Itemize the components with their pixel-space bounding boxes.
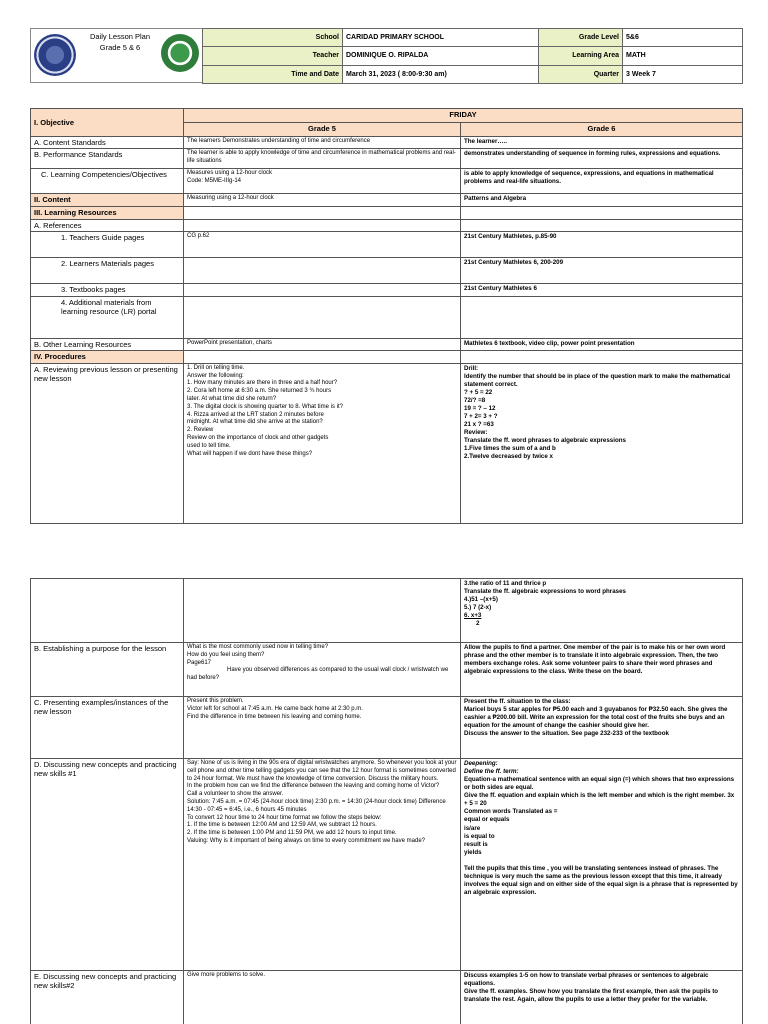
grade6-cell: Drill: Identify the number that should be in place of the question mark to make the mathematical statement correct. ? + 5 = 22 72/? =8 19 = ? – 12 7 + 2= 3 + ? 21 x ? =63 Review: Translate the ff. word phrases to algebraic expressions 1.Five times the sum of a and b 2.Twelve decreased by twice x (461, 363, 743, 523)
learners-materials-row (31, 258, 743, 284)
row-label: A. Reviewing previous lesson or presenting new lesson (31, 363, 184, 523)
row-label: C. Presenting examples/instances of the new lesson (31, 697, 184, 759)
row-label: B. Performance Standards (31, 149, 184, 169)
resources-heading: III. Learning Resources (31, 207, 184, 220)
lesson-plan-table-page1 (30, 108, 743, 524)
performance-standards-row (31, 149, 743, 169)
grade6-cell: 21st Century Mathletes 6 (461, 284, 743, 296)
grade6-cell: 21st Century Mathletes, p.85-90 (461, 232, 743, 258)
lesson-plan-table-page2 (30, 578, 743, 1024)
quarter-label: Quarter (538, 65, 623, 84)
grade5-cell: CG p.62 (184, 232, 461, 258)
content-row (31, 194, 743, 207)
grade5-cell: 1. Drill on telling time. Answer the following: 1. How many minutes are there in three and a half hour? 2. Cora left home at 6:30 a.m. She returned 3 ¾ hours later. At what time did she return? 3. The digital clock is showing quarter to 8. What time is it? 4. Rizza arrived at the LRT station 2 minutes before midnight. At what time did she arrive at the station? 2. Review Review on the importance of clock and other gadgets used to tell time. What will happen if we dont have these things? (184, 363, 461, 523)
references-heading: A. References (31, 219, 184, 231)
grade5-cell: What is the most commonly used now in telling time? How do you feel using them? Page617 Have you observed differences as compared to the usual wall clock / wristwatch we had before? (184, 643, 461, 697)
grade6-heading: Grade 6 (461, 123, 743, 137)
presenting-row (31, 697, 743, 759)
grade5-cell: Measures using a 12-hour clock Code: M5ME-IIIg-14 (184, 169, 461, 194)
procedures-heading: IV. Procedures (31, 351, 184, 364)
grade6-cell: 3.the ratio of 11 and thrice p Translate the ff. algebraic expressions to word phrases 4.)51 –(x+5) 5.) 7 (2-x) 6. x+3 2 (461, 579, 743, 643)
grade6-cell: Patterns and Algebra (461, 194, 743, 207)
grade5-cell: The learner is able to apply knowledge of time and circumference in mathematical problems and real-life situations (184, 149, 461, 169)
objective-heading: I. Objective (31, 109, 184, 137)
header-title: Daily Lesson Plan Grade 5 & 6 (89, 32, 151, 52)
time-date-label: Time and Date (202, 65, 343, 84)
discussing1-row (31, 759, 743, 971)
competencies-row (31, 169, 743, 194)
grade5-cell: PowerPoint presentation, charts (184, 338, 461, 350)
grade-level-value: 5&6 (622, 28, 743, 47)
grade5-cell: Give more problems to solve. (184, 971, 461, 1024)
row-label: A. Content Standards (31, 137, 184, 149)
time-date-value: March 31, 2023 ( 8:00-9:30 am) (342, 65, 539, 84)
school-value: CARIDAD PRIMARY SCHOOL (342, 28, 539, 47)
grade6-cell: The learner….. (461, 137, 743, 149)
other-resources-row (31, 338, 743, 350)
grade6-cell: demonstrates understanding of sequence in forming rules, expressions and equations. (461, 149, 743, 169)
row-label: E. Discussing new concepts and practicing new skills#2 (31, 971, 184, 1024)
row-label: 3. Textbooks pages (31, 284, 184, 296)
row-label: 1. Teachers Guide pages (31, 232, 184, 258)
learning-area-value: MATH (622, 46, 743, 65)
lesson-plan-header (30, 28, 742, 83)
review-row (31, 363, 743, 523)
grade5-cell: Measuring using a 12-hour clock (184, 194, 461, 207)
header-info-grid (202, 28, 742, 83)
day-heading: FRIDAY (184, 109, 743, 123)
row-label: B. Establishing a purpose for the lesson (31, 643, 184, 697)
teacher-value: DOMINIQUE O. RIPALDA (342, 46, 539, 65)
textbooks-row (31, 284, 743, 296)
header-title-block (30, 28, 202, 83)
row-label: D. Discussing new concepts and practicing new skills #1 (31, 759, 184, 971)
grade6-cell: Discuss examples 1-5 on how to translate verbal phrases or sentences to algebraic equations. Give the ff. examples. Show how you translate the first example, then ask the pupils to translate the rest. Again, allow the pupils to use a letter they prefer for the variable. (461, 971, 743, 1024)
grade6-cell: Allow the pupils to find a partner. One member of the pair is to make his or her own word phrase and the other member is to translate it into algebraic expression. Then, the two members exchange roles. Ask some volunteer pairs to share their word phrases and algebraic expressions to the class. Write these on the board. (461, 643, 743, 697)
grade6-cell: 21st Century Mathletes 6, 200-209 (461, 258, 743, 284)
grade5-cell: The learners Demonstrates understanding of time and circumference (184, 137, 461, 149)
discussing2-row (31, 971, 743, 1024)
teacher-label: Teacher (202, 46, 343, 65)
grade6-cell: Present the ff. situation to the class: Maricel buys 5 star apples for ₱5.00 each and 3 guyabanos for ₱32.50 each. She gives the cashier a ₱200.00 bill. Write an expression for the total cost of the fruits she buys and an equation for the amount of change the cashier should give her. Discuss the answer to the situation. See page 232-233 of the textbook (461, 697, 743, 759)
row-label: 4. Additional materials from learning resource (LR) portal (31, 296, 184, 338)
lr-portal-row (31, 296, 743, 338)
grade6-cell: Deepening: Define the ff. term: Equation-a mathematical sentence with an equal sign (=) which shows that two expressions or both sides are equal. Give the ff. equation and explain which is the left member and which is the right member. 3x + 5 = 20 Common words Translated as = equal or equals is/are is equal to result is yields Tell the pupils that this time , you will be translating sentences instead of phrases. The technique is very much the same as the previous lesson except that this time, it already involves the equal sign and on either side of the equal sign is a phrase that is represented by an algebraic expression. (461, 759, 743, 971)
teachers-guide-row (31, 232, 743, 258)
grade5-cell: Present this problem. Victor left for school at 7:45 a.m. He came back home at 2:30 p.m. Find the difference in time between his leaving and coming home. (184, 697, 461, 759)
school-label: School (202, 28, 343, 47)
row-label: 2. Learners Materials pages (31, 258, 184, 284)
quarter-value: 3 Week 7 (622, 65, 743, 84)
learning-area-label: Learning Area (538, 46, 623, 65)
grade5-cell: Say: None of us is living in the 90s era of digital wristwatches anymore. So whenever you look at your cell phone and other time telling gadgets you can see that the 12 hour format is sometimes converted to 24 hour format. We must have the knowledge of time conversion. Discuss the military hours. In the problem how can we find the difference between the leaving and coming home of Victor? Call a volunteer to show the answer. Solution: 7:45 a.m. = 07:45 (24-hour clock time) 2:30 p.m. = 14:30 (24-hour clock time) Difference 14:30 - 07:45 = 6:45, i.e., 6 hours 45 minutes To convert 12 hour time to 24 hour time format we follow the steps below: 1. If the time is between 12:00 AM and 12:59 AM, we subtract 12 hours. 2. If the time is between 1:00 PM and 11:59 PM, we add 12 hours to input time. Valuing: Why is it important of being always on time to every commitment we have made? (184, 759, 461, 971)
content-standards-row (31, 137, 743, 149)
row-label: B. Other Learning Resources (31, 338, 184, 350)
deped-seal-logo (34, 34, 76, 76)
grade6-cell: Mathletes 6 textbook, video clip, power point presentation (461, 338, 743, 350)
row-label: II. Content (31, 194, 184, 207)
grade6-cell: is able to apply knowledge of sequence, expressions, and equations in mathematical problems and real-life situations. (461, 169, 743, 194)
grade5-heading: Grade 5 (184, 123, 461, 137)
review-continued-row (31, 579, 743, 643)
school-seal-logo (161, 34, 199, 72)
purpose-row (31, 643, 743, 697)
grade-level-label: Grade Level (538, 28, 623, 47)
row-label: C. Learning Competencies/Objectives (31, 169, 184, 194)
